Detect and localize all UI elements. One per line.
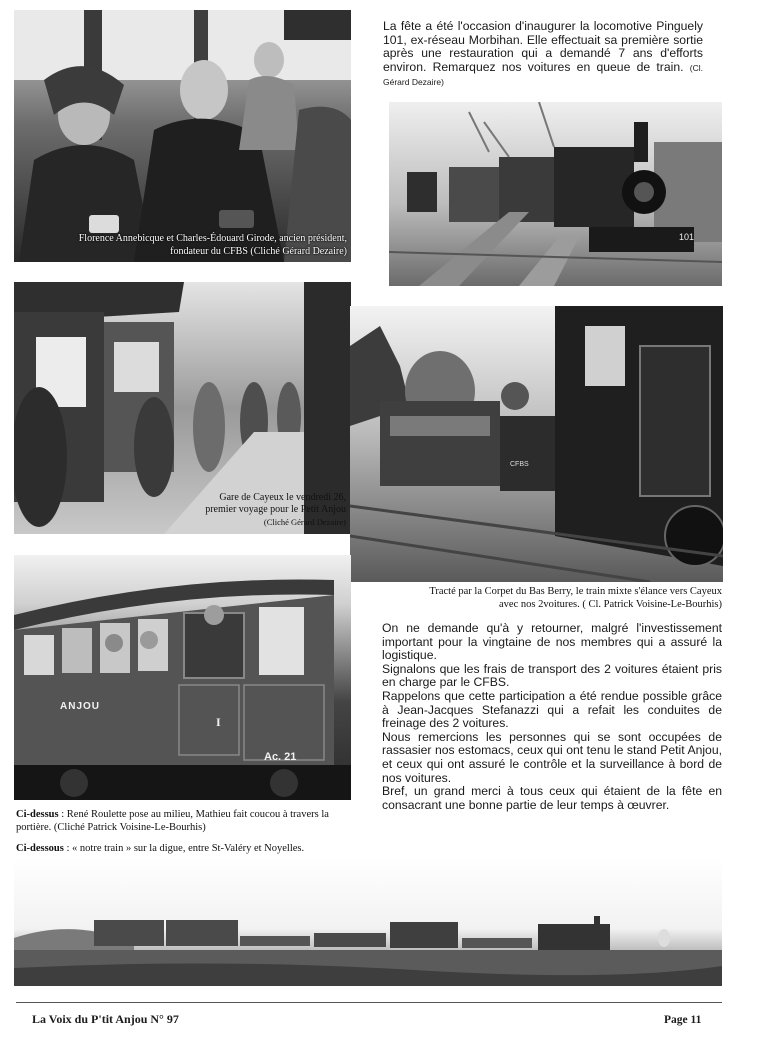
mixed-train-caption-line2: avec nos 2voitures. ( Cl. Patrick Voisine-Le-Bourhis) xyxy=(499,599,722,610)
photo-carriage xyxy=(14,555,351,800)
article-paragraph-2: Signalons que les frais de transport des 2 voitures étaient pris en charge par le CFBS. xyxy=(382,661,722,690)
station-caption-line3: (Cliché Gérard Dezaire) xyxy=(263,517,346,527)
caption-below-text: : « notre train » sur la digue, entre St-Valéry et Noyelles. xyxy=(63,843,305,854)
footer-page-number: Page 11 xyxy=(664,1014,702,1026)
passengers-caption xyxy=(27,233,347,258)
carriage-image xyxy=(14,555,351,800)
article-body xyxy=(382,622,722,812)
locomotive-intro-text xyxy=(383,20,703,90)
locomotive-credit: (Cl. Gérard Dezaire) xyxy=(383,62,703,88)
caption-above xyxy=(16,808,356,834)
mixed-train-image xyxy=(350,306,723,582)
carriage-name-board: ANJOU xyxy=(60,701,101,712)
mixed-train-caption xyxy=(380,585,722,611)
article-paragraph-3: Rappelons que cette participation a été rendue possible grâce à Jean-Jacques Stefanazzi qui a refait les conduites de freinage des 2 voitures. xyxy=(382,688,722,731)
footer-rule xyxy=(16,1002,722,1003)
station-caption xyxy=(164,492,346,529)
mixed-train-caption-line1: Tracté par la Corpet du Bas Berry, le train mixte s'élance vers Cayeux xyxy=(429,586,722,597)
caption-below-label: Ci-dessous xyxy=(16,843,64,854)
locomotive-intro-paragraph: La fête a été l'occasion d'inaugurer la locomotive Pinguely 101, ex-réseau Morbihan. Elle effectuait sa première sortie après une restauration qui a demandé 7 ans d'efforts environ. Remarquez nos voitures en queue de train. xyxy=(383,19,703,74)
panorama-image xyxy=(14,858,722,986)
article-paragraph-5: Bref, un grand merci à tous ceux qui étaient de la fête en consacrant une bonne partie de leur temps à œuvrer. xyxy=(382,784,722,812)
station-caption-line1: Gare de Cayeux le vendredi 26, xyxy=(219,492,346,503)
caption-above-label: Ci-dessus xyxy=(16,809,59,820)
locomotive-number-plate: 101 xyxy=(679,232,695,242)
passengers-caption-line2: fondateur du CFBS (Cliché Gérard Dezaire) xyxy=(170,245,347,257)
locomotive-image xyxy=(389,102,722,286)
photo-locomotive xyxy=(389,102,722,286)
photo-panorama xyxy=(14,858,722,986)
article-paragraph-1: On ne demande qu'à y retourner, malgré l'investissement important pour la vingtaine de nos membres qui a assuré la logistique. xyxy=(382,621,722,663)
photo-mixed-train xyxy=(350,306,723,582)
passengers-caption-line1: Florence Annebicque et Charles-Édouard Girode, ancien président, xyxy=(78,233,347,244)
carriage-number: Ac. 21 xyxy=(264,751,297,763)
caption-above-text: : René Roulette pose au milieu, Mathieu fait coucou à travers la portière. (Cliché Patrick Voisine-Le-Bourhis) xyxy=(16,809,329,833)
photo-station xyxy=(14,282,351,534)
passengers-image xyxy=(14,10,351,262)
carriage-class-mark: I xyxy=(216,715,221,729)
photo-passengers xyxy=(14,10,351,262)
mixed-train-wagon-label: CFBS xyxy=(510,461,529,468)
footer-publication: La Voix du P'tit Anjou N° 97 xyxy=(32,1012,179,1026)
article-paragraph-4: Nous remercions les personnes qui se sont occupées de rassasier nos estomacs, ceux qui ont tenu le stand Petit Anjou, et ceux qui ont assuré le contrôle et la surveillance à bord de nos voitures. xyxy=(382,729,722,785)
station-caption-line2: premier voyage pour le Petit Anjou xyxy=(205,504,346,515)
